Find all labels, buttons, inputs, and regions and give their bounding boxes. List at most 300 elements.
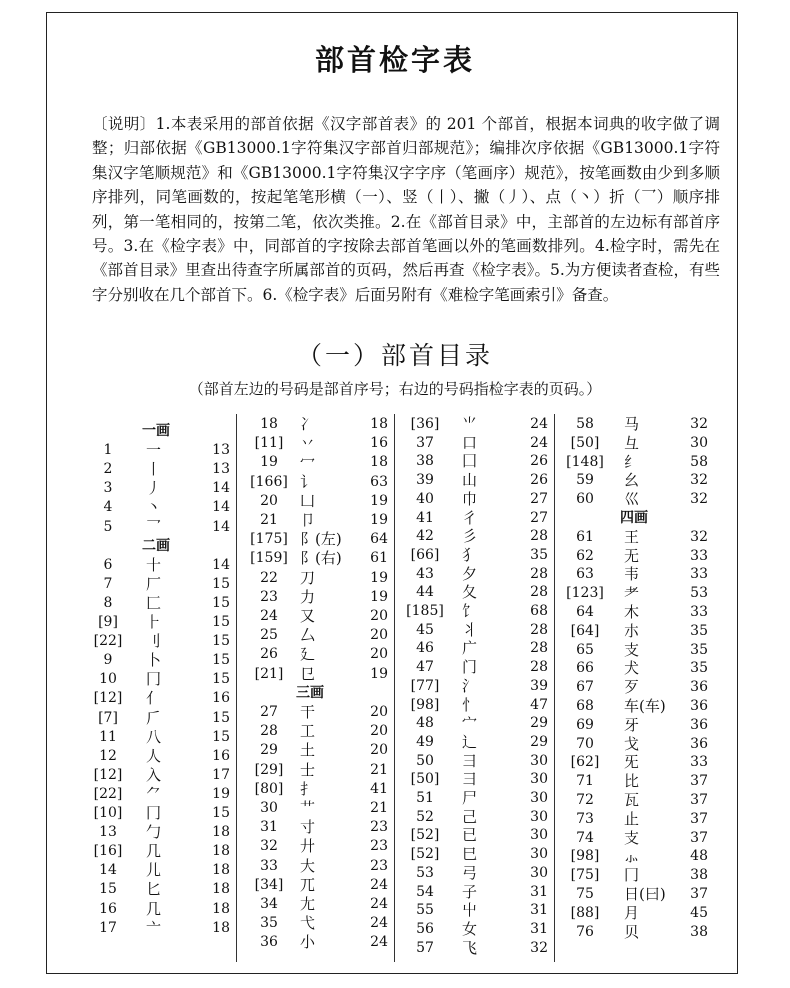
page-number: 23 xyxy=(370,857,388,874)
radical-number: [22] xyxy=(93,785,123,802)
table-row xyxy=(0,527,790,547)
page-number: 53 xyxy=(690,585,708,602)
radical-number: 62 xyxy=(576,547,594,564)
radical-glyph: 扌 xyxy=(300,779,316,798)
radical-glyph: 尢 xyxy=(300,895,316,913)
table-row xyxy=(0,734,790,754)
radical-number: [7] xyxy=(98,709,118,726)
radical-number: 56 xyxy=(416,920,434,937)
radical-number: 61 xyxy=(576,528,594,545)
radical-glyph: 幺 xyxy=(624,471,640,490)
radical-number: [166] xyxy=(250,473,288,490)
page-number: 31 xyxy=(530,883,548,900)
radical-glyph: 王 xyxy=(624,527,640,546)
page-number: 31 xyxy=(530,902,548,919)
radical-number: 46 xyxy=(416,640,434,657)
radical-glyph: 戈 xyxy=(624,734,640,753)
radical-glyph: 土 xyxy=(300,741,316,760)
page-number: 30 xyxy=(530,790,548,806)
radical-number: 53 xyxy=(416,864,434,881)
page-number: 14 xyxy=(212,556,230,573)
page-number: 32 xyxy=(530,939,548,956)
page-number: 37 xyxy=(690,829,708,846)
page-number: 15 xyxy=(212,652,230,669)
radical-number: 27 xyxy=(260,704,278,720)
radical-glyph: 飞 xyxy=(462,938,478,957)
radical-number: 58 xyxy=(576,416,594,432)
radical-glyph: 尸 xyxy=(462,789,478,807)
page-number: 28 xyxy=(530,640,548,657)
page-number: 36 xyxy=(690,716,708,733)
radical-number: 21 xyxy=(260,512,278,528)
radical-glyph: 小 xyxy=(300,933,316,952)
page-number: 13 xyxy=(212,442,230,459)
radical-glyph: 丶 xyxy=(146,498,162,517)
radical-number: 37 xyxy=(416,434,434,451)
radical-number: 24 xyxy=(260,608,278,624)
radical-glyph: 朩 xyxy=(624,621,640,640)
table-row xyxy=(0,414,790,434)
radical-number: [12] xyxy=(93,766,123,783)
radical-glyph: 刂 xyxy=(146,632,162,651)
radical-number: 60 xyxy=(576,491,594,508)
radical-glyph: 干 xyxy=(300,703,316,721)
radical-number: [80] xyxy=(254,780,284,797)
page-number: 37 xyxy=(690,810,708,827)
table-row xyxy=(0,715,790,735)
page-number: 30 xyxy=(530,752,548,769)
radical-glyph: 艹 xyxy=(300,799,316,817)
radical-glyph: 瓦 xyxy=(624,791,640,809)
radical-number: [98] xyxy=(570,848,600,865)
radical-number: [52] xyxy=(410,846,440,863)
page-number: 30 xyxy=(530,808,548,825)
page-number: 20 xyxy=(370,608,388,624)
page-number: 28 xyxy=(530,659,548,676)
radical-number: 9 xyxy=(103,652,113,669)
radical-glyph: 氵 xyxy=(462,676,478,695)
page-number: 38 xyxy=(690,867,708,884)
radical-number: 45 xyxy=(416,621,434,638)
page-number: 30 xyxy=(530,771,548,788)
radical-glyph: 女 xyxy=(462,919,478,938)
page-number: 15 xyxy=(212,614,230,630)
page-number: 19 xyxy=(370,665,388,682)
section-title: （一）部首目录 xyxy=(296,341,493,370)
radical-glyph: 贝 xyxy=(624,922,640,941)
radical-number: 76 xyxy=(576,923,594,940)
radical-number: 7 xyxy=(103,575,113,592)
radical-number: 43 xyxy=(416,565,434,582)
page-number: 28 xyxy=(530,528,548,545)
radical-glyph: 又 xyxy=(300,607,316,625)
page-number: 23 xyxy=(370,819,388,836)
radical-number: 33 xyxy=(260,857,278,874)
radical-number: [185] xyxy=(406,603,444,619)
page-number: 19 xyxy=(370,588,388,605)
radical-glyph: 山 xyxy=(462,471,478,490)
page-number: 20 xyxy=(370,704,388,720)
page-number: 17 xyxy=(212,766,230,783)
radical-number: 23 xyxy=(260,588,278,605)
radical-number: 19 xyxy=(260,454,278,471)
page-number: 36 xyxy=(690,735,708,752)
radical-glyph: 旡 xyxy=(624,753,640,772)
page-number: 18 xyxy=(212,862,230,879)
page-number: 26 xyxy=(530,472,548,489)
radical-number: 4 xyxy=(103,499,113,516)
radical-glyph: 寸 xyxy=(300,818,316,837)
radical-number: [50] xyxy=(570,434,600,451)
page-number: 20 xyxy=(370,627,388,644)
radical-glyph: 彑 xyxy=(624,433,640,452)
radical-number: 36 xyxy=(260,934,278,951)
radical-glyph: 卩 xyxy=(300,511,316,529)
page-number: 18 xyxy=(212,900,230,917)
radical-glyph: 匕 xyxy=(146,880,162,899)
table-row xyxy=(0,452,790,472)
page-number: 19 xyxy=(370,569,388,586)
table-row xyxy=(0,433,790,453)
radical-glyph: 亠 xyxy=(146,918,162,937)
radical-glyph: 人 xyxy=(146,746,162,765)
page-number: 15 xyxy=(212,633,230,650)
page-number: 16 xyxy=(212,690,230,707)
radical-number: 31 xyxy=(260,819,278,836)
radical-glyph: 几 xyxy=(146,899,162,918)
page-number: 19 xyxy=(212,785,230,802)
radical-glyph: 𠂆 xyxy=(146,708,162,727)
radical-glyph: 无 xyxy=(624,546,640,565)
page-number: 20 xyxy=(370,646,388,663)
radical-glyph: 乛 xyxy=(146,517,162,536)
page-number: 61 xyxy=(370,550,388,567)
page-number: 14 xyxy=(212,518,230,535)
radical-number: 14 xyxy=(99,862,117,879)
page-title: 部首检字表 xyxy=(314,43,475,77)
page-number: 37 xyxy=(690,792,708,808)
radical-number: 70 xyxy=(576,735,594,752)
page-number: 30 xyxy=(690,434,708,451)
page-number: 28 xyxy=(530,621,548,638)
page-number: 13 xyxy=(212,461,230,478)
radical-glyph: 冖 xyxy=(300,453,316,472)
radical-number: 54 xyxy=(416,883,434,900)
radical-glyph: 止 xyxy=(624,809,640,828)
radical-number: 71 xyxy=(576,773,594,790)
radical-number: 15 xyxy=(99,881,117,898)
radical-number: [66] xyxy=(410,546,440,563)
page-number: 21 xyxy=(370,761,388,778)
page-number: 33 xyxy=(690,566,708,583)
radical-glyph: 已 xyxy=(462,826,478,845)
radical-number: 40 xyxy=(416,490,434,507)
page-number: 15 xyxy=(212,728,230,745)
radical-number: 69 xyxy=(576,716,594,733)
radical-number: [50] xyxy=(410,771,440,788)
stroke-heading-label: 一画 xyxy=(142,423,170,439)
page-number: 21 xyxy=(370,800,388,816)
radical-number: [159] xyxy=(250,550,288,567)
radical-glyph: 一 xyxy=(146,441,162,460)
table-row xyxy=(0,884,790,904)
page-number: 24 xyxy=(370,876,388,893)
table-row xyxy=(0,564,790,584)
page-number: 35 xyxy=(690,641,708,658)
table-row xyxy=(0,922,790,942)
radical-number: [21] xyxy=(254,665,284,682)
radical-number: 64 xyxy=(576,604,594,620)
page-number: 24 xyxy=(530,416,548,432)
radical-glyph: ⺗ xyxy=(624,847,640,866)
radical-glyph: 支 xyxy=(624,828,640,847)
page-number: 15 xyxy=(212,594,230,611)
radical-glyph: 卜 xyxy=(146,651,162,670)
page-number: 48 xyxy=(690,848,708,865)
radical-number: 18 xyxy=(260,416,278,432)
radical-number: 41 xyxy=(416,509,434,526)
radical-glyph: 车(车) xyxy=(624,697,666,715)
page-number: 39 xyxy=(530,677,548,694)
radical-glyph: 十 xyxy=(146,555,162,574)
radical-glyph: 夕 xyxy=(462,564,478,583)
radical-glyph: 士 xyxy=(300,760,316,779)
radical-glyph: 八 xyxy=(146,727,162,746)
radical-number: [34] xyxy=(254,876,284,893)
stroke-count-heading xyxy=(0,508,790,528)
radical-number: [62] xyxy=(570,754,600,771)
radical-glyph: 巛 xyxy=(624,490,640,509)
radical-number: 51 xyxy=(416,790,434,806)
radical-glyph: 工 xyxy=(300,722,316,741)
page-number: 20 xyxy=(370,723,388,740)
radical-number: 57 xyxy=(416,939,434,956)
radical-glyph: 犬 xyxy=(624,659,640,678)
page-number: 37 xyxy=(690,886,708,902)
radical-number: 48 xyxy=(416,715,434,732)
radical-number: 5 xyxy=(103,518,113,535)
page-number: 29 xyxy=(530,715,548,732)
radical-glyph: 牙 xyxy=(624,715,640,734)
radical-number: 6 xyxy=(103,556,113,573)
radical-number: 67 xyxy=(576,679,594,696)
radical-glyph: 纟 xyxy=(624,452,640,471)
page-number: 24 xyxy=(530,434,548,451)
radical-number: 73 xyxy=(576,810,594,827)
page-number: 37 xyxy=(690,773,708,790)
radical-glyph: 亻 xyxy=(146,689,162,708)
radical-number: 34 xyxy=(260,896,278,912)
table-row xyxy=(0,790,790,810)
page-number: 32 xyxy=(690,416,708,432)
radical-number: [36] xyxy=(410,416,440,432)
radical-glyph: 巾 xyxy=(462,489,478,508)
table-row xyxy=(0,621,790,641)
radical-number: 8 xyxy=(103,594,113,611)
table-row xyxy=(0,602,790,622)
page-number: 29 xyxy=(530,733,548,750)
radical-glyph: 丨 xyxy=(146,460,162,479)
radical-number: [9] xyxy=(98,614,118,630)
radical-number: 75 xyxy=(576,886,594,902)
radical-glyph: 犭 xyxy=(462,545,478,564)
radical-number: 49 xyxy=(416,733,434,750)
intro-paragraph: 〔说明〕1.本表采用的部首依据《汉字部首表》的 201 个部首，根据本词典的收字做了调整；归部依据《GB13000.1字符集汉字部首归部规范》；编排次序依据《GB13000.1字符集汉字笔顺规范》和《GB13000.1字符集汉字字序（笔画序）规范》，按笔画数由少到多顺序排列，同笔画数的，按起笔笔形横（一）、竖（丨）、撇（丿）、点（丶）折（乛）顺序排列，第一笔相同的，按第二笔，依次类推。2.在《部首目录》中，主部首的左边标有部首序号。3.在《检字表》中，同部首的字按除去部首笔画以外的笔画数排列。4.检字时，需先在《部首目录》里查出待查字所属部首的页码，然后再查《检字表》。5.为方便读者查检，有些字分别收在几个部首下。6.《检字表》后面另附有《难检字笔画索引》备查。 xyxy=(92,115,720,304)
page-number: 47 xyxy=(530,696,548,713)
radical-number: 55 xyxy=(416,902,434,919)
radical-glyph: 丬 xyxy=(462,620,478,639)
radical-number: 10 xyxy=(99,671,117,688)
radical-number: 17 xyxy=(99,919,117,936)
radical-glyph: 韦 xyxy=(624,565,640,584)
table-row xyxy=(0,809,790,829)
radical-glyph: 大 xyxy=(300,856,316,875)
radical-number: 68 xyxy=(576,698,594,714)
radical-number: 74 xyxy=(576,829,594,846)
page-number: 14 xyxy=(212,499,230,516)
radical-glyph: 月 xyxy=(624,903,640,922)
table-row xyxy=(0,865,790,885)
radical-glyph: 饣 xyxy=(462,602,478,620)
page-number: 32 xyxy=(690,472,708,489)
radical-glyph: 厂 xyxy=(146,574,162,593)
radical-glyph: 耂 xyxy=(624,584,640,603)
table-row xyxy=(0,489,790,509)
radical-number: 44 xyxy=(416,584,434,601)
table-row xyxy=(0,903,790,923)
page-number: 15 xyxy=(212,709,230,726)
radical-glyph: 口 xyxy=(462,433,478,452)
radical-number: [10] xyxy=(93,805,123,821)
radical-glyph: 勹 xyxy=(146,823,162,842)
page-number: 15 xyxy=(212,671,230,688)
radical-glyph: 巳 xyxy=(462,845,478,864)
radical-glyph: 支 xyxy=(624,640,640,659)
radical-number: [11] xyxy=(254,435,284,452)
page-number: 19 xyxy=(370,492,388,509)
page-number: 38 xyxy=(690,923,708,940)
table-row xyxy=(0,677,790,697)
page-number: 28 xyxy=(530,584,548,601)
radical-number: 22 xyxy=(260,569,278,586)
radical-number: 72 xyxy=(576,792,594,808)
table-row xyxy=(0,828,790,848)
page-number: 18 xyxy=(212,824,230,841)
page-number: 30 xyxy=(530,864,548,881)
radical-number: 59 xyxy=(576,472,594,489)
radical-number: 65 xyxy=(576,641,594,658)
table-row xyxy=(0,846,790,866)
radical-number: 30 xyxy=(260,800,278,816)
radical-glyph: 屮 xyxy=(462,901,478,920)
radical-number: 2 xyxy=(103,461,113,478)
page-number: 36 xyxy=(690,679,708,696)
radical-number: 11 xyxy=(99,728,117,745)
radical-number: [148] xyxy=(566,453,604,470)
page-number: 27 xyxy=(530,509,548,526)
radical-number: [64] xyxy=(570,622,600,639)
page-number: 35 xyxy=(690,660,708,677)
page-number: 68 xyxy=(530,603,548,619)
page-number: 16 xyxy=(212,747,230,764)
radical-glyph: 囗 xyxy=(462,452,478,471)
page-number: 28 xyxy=(530,565,548,582)
page-number: 16 xyxy=(370,435,388,452)
radical-number: [29] xyxy=(254,761,284,778)
page-number: 63 xyxy=(370,473,388,490)
page-number: 64 xyxy=(370,531,388,548)
radical-glyph: 刀 xyxy=(300,568,316,587)
radical-glyph: 子 xyxy=(462,882,478,901)
page-number: 15 xyxy=(212,805,230,821)
radical-number: 63 xyxy=(576,566,594,583)
radical-number: 35 xyxy=(260,915,278,932)
radical-glyph: 广 xyxy=(462,639,478,658)
page-number: 36 xyxy=(690,698,708,714)
radical-glyph: 彡 xyxy=(462,527,478,546)
table-row xyxy=(0,771,790,791)
table-row xyxy=(0,752,790,772)
page-number: 35 xyxy=(690,622,708,639)
radical-glyph: 歹 xyxy=(624,678,640,697)
page-number: 33 xyxy=(690,604,708,620)
radical-glyph: 夂 xyxy=(462,583,478,602)
radical-number: 47 xyxy=(416,659,434,676)
radical-number: 32 xyxy=(260,838,278,855)
page-number: 18 xyxy=(212,919,230,936)
page-number: 18 xyxy=(370,454,388,471)
radical-number: 13 xyxy=(99,824,117,841)
page-number: 20 xyxy=(370,742,388,759)
radical-number: 52 xyxy=(416,808,434,825)
radical-number: 66 xyxy=(576,660,594,677)
table-row xyxy=(0,696,790,716)
stroke-heading-label: 二画 xyxy=(142,537,170,554)
radical-glyph: 马 xyxy=(624,415,640,433)
page-number: 32 xyxy=(690,528,708,545)
radical-glyph: 阝(左) xyxy=(300,530,342,549)
page-number: 35 xyxy=(530,546,548,563)
radical-glyph: 冂 xyxy=(146,670,162,689)
radical-glyph: 几 xyxy=(146,842,162,861)
radical-glyph: 木 xyxy=(624,603,640,621)
radical-number: [22] xyxy=(93,633,123,650)
page-number: 27 xyxy=(530,490,548,507)
radical-number: 16 xyxy=(99,900,117,917)
page-number: 45 xyxy=(690,904,708,921)
radical-number: [175] xyxy=(250,531,288,548)
page-number: 18 xyxy=(212,881,230,898)
radical-glyph: 儿 xyxy=(146,861,162,880)
radical-number: 25 xyxy=(260,627,278,644)
page-number: 24 xyxy=(370,934,388,951)
page-number: 14 xyxy=(212,480,230,497)
radical-glyph: 讠 xyxy=(300,472,316,491)
page-number: 41 xyxy=(370,780,388,797)
radical-number: [52] xyxy=(410,827,440,844)
stroke-heading-label: 三画 xyxy=(296,684,324,701)
radical-number: [123] xyxy=(566,585,604,602)
radical-number: 38 xyxy=(416,453,434,470)
stroke-heading-label: 四画 xyxy=(620,510,648,526)
radical-number: [77] xyxy=(410,677,440,694)
radical-glyph: 辶 xyxy=(462,732,478,751)
radical-glyph: ⺊ xyxy=(146,613,162,631)
table-row xyxy=(0,658,790,678)
radical-number: [75] xyxy=(570,867,600,884)
radical-number: [12] xyxy=(93,690,123,707)
radical-glyph: 凵 xyxy=(300,491,316,510)
